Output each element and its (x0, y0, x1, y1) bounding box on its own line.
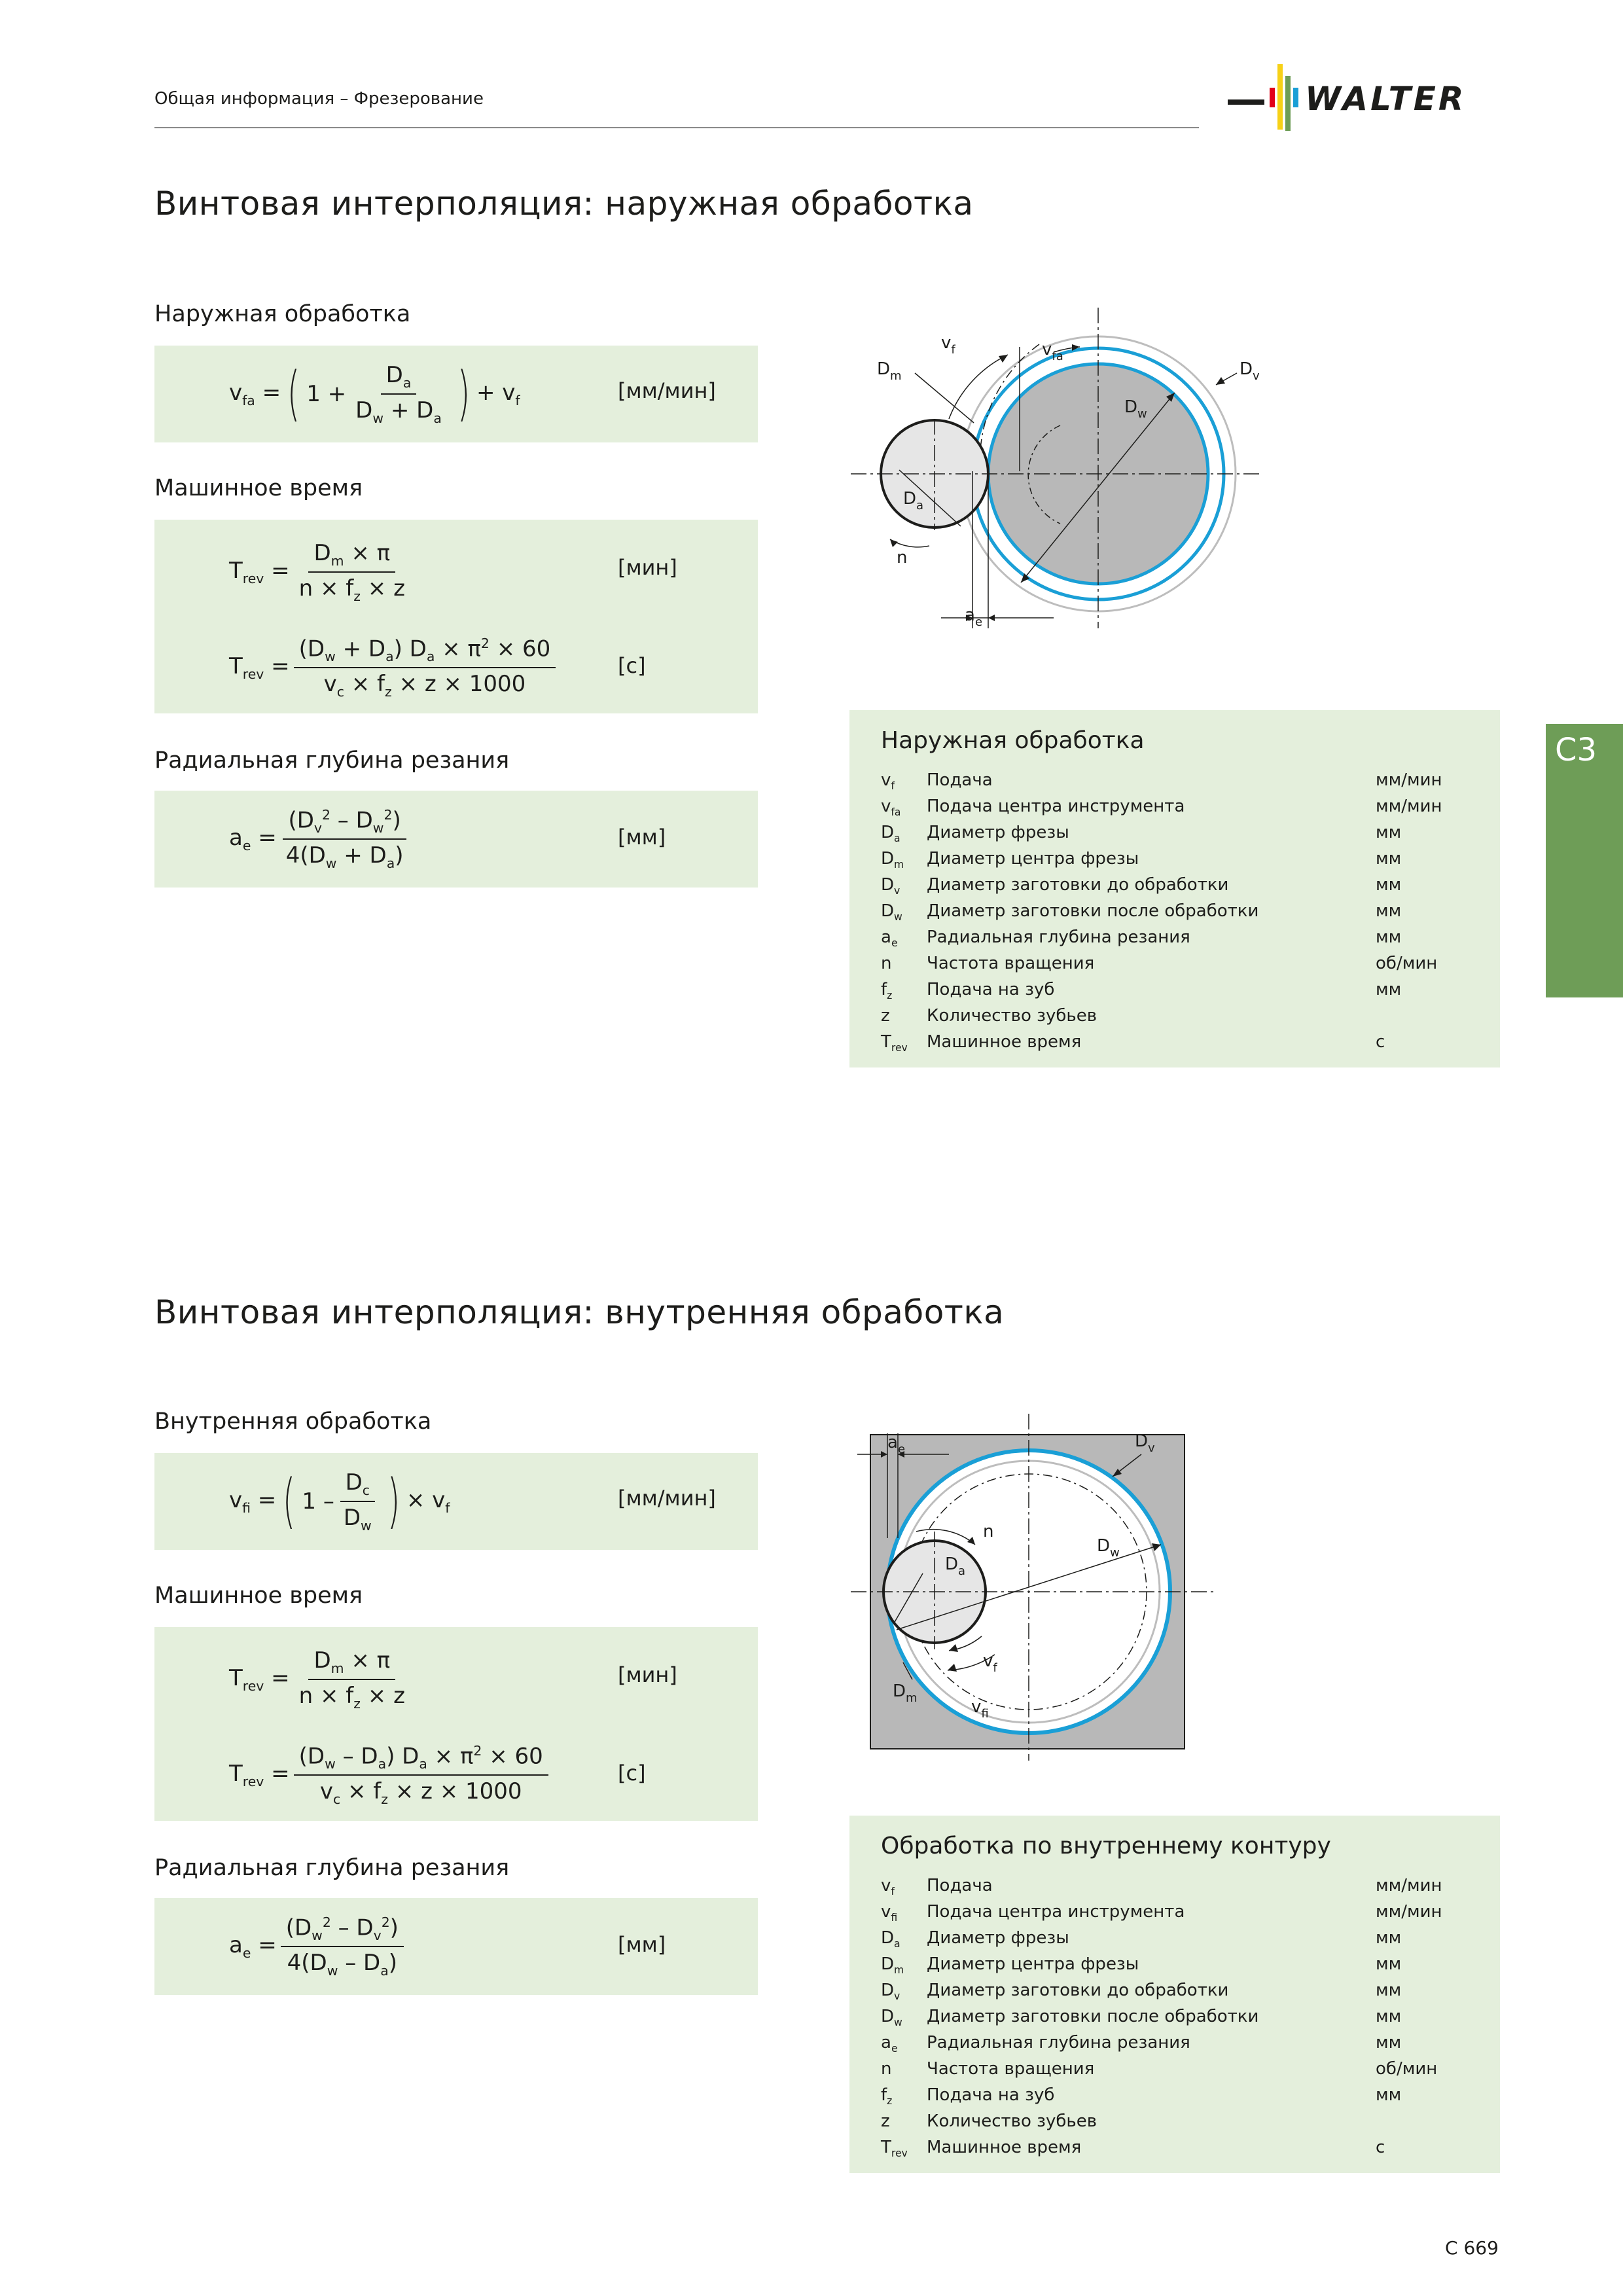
formula-trev-s: $T_{rev}$ = $\frac{(D_w + D_a) D_a \times \pi^2 \times 60}{v_c \times f_z \times z \times 1000}$ (229, 628, 560, 707)
legend-symbol (881, 980, 892, 1001)
legend-symbol-subscript: v (894, 885, 901, 897)
legend-description: Подача (927, 770, 993, 790)
legend-symbol-base: a (881, 2033, 891, 2053)
section1-time-heading: Машинное время (154, 475, 363, 501)
legend-symbol (881, 2059, 891, 2081)
legend-unit: об/мин (1376, 954, 1438, 973)
legend-symbol-subscript: z (887, 2095, 893, 2108)
label-n-2: n (983, 1522, 994, 1541)
walter-logo (1228, 63, 1503, 135)
legend-symbol (881, 2007, 902, 2028)
legend-symbol-base: D (881, 849, 895, 869)
unit-feed: [мм/мин] (618, 378, 716, 403)
legend-symbol-subscript: f (891, 1886, 895, 1898)
legend-symbol-base: z (881, 1006, 890, 1026)
section2-legend-row (881, 1902, 1470, 1927)
formula-box-time-internal (154, 1627, 758, 1821)
legend-unit: мм (1376, 927, 1402, 947)
page-header-text: Общая информация – Фрезерование (154, 89, 484, 109)
legend-unit: мм/мин (1376, 1876, 1442, 1895)
legend-external-title: Наружная обработка (881, 727, 1145, 754)
formula-vfa: $v_{fa}$ = ( 1 + $\frac{D_a}{D_w + D_a}$ ) + $v_f$ (229, 359, 520, 428)
legend-unit: мм/мин (1376, 797, 1442, 816)
section2-title: Винтовая интерполяция: внутренняя обработка (154, 1293, 1005, 1331)
external-machining-diagram (844, 308, 1276, 648)
label-vfa: $v_{fa}$ (1042, 340, 1063, 363)
section2-legend-row (881, 2138, 1470, 2162)
section2-depth-heading: Радиальная глубина резания (154, 1855, 510, 1881)
legend-symbol (881, 849, 904, 870)
legend-description: Диаметр фрезы (927, 1928, 1069, 1948)
legend-description: Частота вращения (927, 954, 1095, 973)
formula-box-depth-external (154, 791, 758, 888)
legend-symbol-subscript: rev (891, 1042, 908, 1054)
section2-legend-row (881, 2007, 1470, 2032)
legend-symbol-base: z (881, 2111, 890, 2131)
legend-symbol (881, 875, 900, 897)
label-dm: $D_m$ (877, 359, 902, 383)
section1-legend-row (881, 954, 1470, 978)
legend-symbol (881, 797, 901, 818)
legend-symbol-subscript: a (894, 1938, 901, 1950)
section1-legend-row (881, 770, 1470, 795)
legend-symbol-base: v (881, 797, 891, 816)
legend-unit: мм (1376, 875, 1402, 895)
legend-symbol (881, 2033, 898, 2054)
section2-legend-row (881, 2085, 1470, 2110)
section1-title: Винтовая интерполяция: наружная обработка (154, 185, 974, 223)
legend-symbol-base: n (881, 954, 892, 973)
section1-legend-row (881, 875, 1470, 900)
section2-legend-row (881, 1928, 1470, 1953)
unit-mm: [мм] (618, 825, 666, 850)
legend-unit: мм (1376, 1981, 1402, 2000)
legend-symbol-subscript: fi (891, 1912, 898, 1924)
unit-mm-2: [мм] (618, 1932, 666, 1957)
formula-ae-external: $a_e$ = $\frac{(D_v^2 - D_w^2)}{4(D_w + D_a)}$ (229, 791, 413, 888)
legend-symbol (881, 770, 895, 792)
legend-internal (849, 1816, 1500, 2173)
formula-trev-min-2: $T_{rev}$ = $\frac{D_m \times \pi}{n \times f_z \times z}$ (229, 1647, 405, 1712)
unit-feed-2: [мм/мин] (618, 1486, 716, 1511)
formula-ae-internal: $a_e$ = $\frac{(D_w^2 - D_v^2)}{4(D_w - D_a)}$ (229, 1898, 408, 1995)
section1-legend-row (881, 797, 1470, 821)
legend-unit: с (1376, 1032, 1385, 1052)
internal-machining-diagram (844, 1414, 1224, 1767)
legend-symbol-base: v (881, 1902, 891, 1922)
legend-symbol-base: D (881, 901, 895, 921)
section2-time-heading: Машинное время (154, 1583, 363, 1609)
legend-symbol (881, 1902, 897, 1924)
legend-symbol-base: n (881, 2059, 892, 2079)
label-vf: $v_f$ (941, 333, 955, 357)
legend-symbol-base: T (881, 1032, 891, 1052)
header-rule (154, 127, 1199, 128)
legend-symbol (881, 1981, 900, 2002)
chapter-tab-label: C3 (1555, 732, 1597, 768)
legend-symbol (881, 954, 891, 975)
legend-symbol-subscript: m (894, 859, 904, 871)
legend-unit: мм (1376, 2085, 1402, 2105)
legend-symbol-base: f (881, 2085, 887, 2105)
section1-legend-row (881, 849, 1470, 874)
legend-symbol (881, 1928, 901, 1950)
section1-legend-row (881, 927, 1470, 952)
legend-description: Диаметр заготовки до обработки (927, 1981, 1229, 2000)
section1-legend-row (881, 1006, 1470, 1031)
legend-description: Диаметр заготовки после обработки (927, 901, 1259, 921)
unit-min: [мин] (618, 555, 677, 580)
legend-symbol-base: D (881, 2007, 895, 2026)
legend-unit: мм (1376, 2033, 1402, 2053)
legend-description: Диаметр заготовки до обработки (927, 875, 1229, 895)
legend-symbol-base: v (881, 770, 891, 790)
label-da: $D_a$ (903, 489, 924, 512)
unit-s: [с] (618, 653, 646, 678)
label-da-2: $D_a$ (945, 1554, 966, 1578)
legend-description: Подача центра инструмента (927, 797, 1185, 816)
legend-symbol-subscript: f (891, 780, 895, 793)
legend-unit: мм (1376, 1928, 1402, 1948)
legend-description: Количество зубьев (927, 2111, 1097, 2131)
legend-symbol-subscript: rev (891, 2147, 908, 2160)
legend-internal-title: Обработка по внутреннему контуру (881, 1833, 1331, 1859)
legend-symbol-subscript: a (894, 833, 901, 845)
legend-description: Диаметр заготовки после обработки (927, 2007, 1259, 2026)
legend-unit: об/мин (1376, 2059, 1438, 2079)
legend-symbol-base: T (881, 2138, 891, 2157)
section2-legend-row (881, 1954, 1470, 1979)
legend-description: Радиальная глубина резания (927, 927, 1190, 947)
page-number: C 669 (1445, 2237, 1499, 2259)
section2-legend-row (881, 2059, 1470, 2084)
legend-symbol-subscript: e (891, 937, 898, 950)
section2-legend-row (881, 1876, 1470, 1901)
legend-description: Частота вращения (927, 2059, 1095, 2079)
label-ae-2: $a_e$ (887, 1433, 906, 1456)
unit-s-2: [с] (618, 1761, 646, 1785)
label-n: n (897, 548, 908, 567)
section1-legend-row (881, 1032, 1470, 1057)
legend-symbol (881, 823, 901, 844)
section2-legend-row (881, 1981, 1470, 2005)
legend-description: Диаметр фрезы (927, 823, 1069, 842)
legend-unit: мм (1376, 2007, 1402, 2026)
legend-unit: мм (1376, 1954, 1402, 1974)
label-vfi-2: $v_{fi}$ (971, 1697, 989, 1721)
section2-feed-heading: Внутренняя обработка (154, 1408, 432, 1435)
legend-unit: мм (1376, 980, 1402, 999)
legend-symbol-base: D (881, 823, 895, 842)
formula-trev-s-2: $T_{rev}$ = $\frac{(D_w - D_a) D_a \times \pi^2 \times 60}{v_c \times f_z \times z \times 1000}$ (229, 1736, 552, 1814)
legend-unit: мм/мин (1376, 1902, 1442, 1922)
legend-description: Диаметр центра фрезы (927, 1954, 1139, 1974)
legend-symbol-base: D (881, 1981, 895, 2000)
legend-symbol-base: v (881, 1876, 891, 1895)
legend-symbol-subscript: fa (891, 806, 901, 819)
legend-symbol (881, 1876, 895, 1897)
legend-symbol-base: D (881, 1928, 895, 1948)
legend-symbol (881, 1954, 904, 1976)
legend-symbol-subscript: e (891, 2043, 898, 2055)
legend-symbol (881, 2085, 892, 2107)
section1-legend-row (881, 823, 1470, 848)
section2-legend-row (881, 2111, 1470, 2136)
legend-symbol-base: D (881, 1954, 895, 1974)
label-dv: $D_v$ (1240, 359, 1260, 383)
legend-description: Количество зубьев (927, 1006, 1097, 1026)
legend-unit: с (1376, 2138, 1385, 2157)
legend-description: Радиальная глубина резания (927, 2033, 1190, 2053)
legend-symbol (881, 1032, 908, 1054)
formula-vfi: $v_{fi}$ = ( 1 – $\frac{D_c}{D_w}$ ) × $v_f$ (229, 1467, 450, 1535)
legend-description: Подача центра инструмента (927, 1902, 1185, 1922)
unit-min-2: [мин] (618, 1662, 677, 1687)
section1-feed-heading: Наружная обработка (154, 301, 411, 327)
legend-symbol-subscript: z (887, 990, 893, 1002)
legend-description: Машинное время (927, 2138, 1082, 2157)
formula-box-feed-internal (154, 1453, 758, 1550)
formula-trev-min: $T_{rev}$ = $\frac{D_m \times \pi}{n \times f_z \times z}$ (229, 540, 405, 604)
label-dw: $D_w$ (1124, 397, 1147, 421)
formula-box-depth-internal (154, 1898, 758, 1995)
legend-unit: мм (1376, 823, 1402, 842)
section1-legend-row (881, 901, 1470, 926)
svg-text:WALTER: WALTER (1305, 80, 1467, 118)
label-dv-2: $D_v$ (1135, 1431, 1155, 1455)
section1-legend-row (881, 980, 1470, 1005)
legend-symbol (881, 1006, 890, 1028)
legend-symbol-subscript: w (894, 2017, 902, 2029)
legend-description: Машинное время (927, 1032, 1082, 1052)
legend-symbol-base: f (881, 980, 887, 999)
legend-description: Диаметр центра фрезы (927, 849, 1139, 869)
formula-box-time-external (154, 520, 758, 713)
formula-box-feed-external (154, 346, 758, 442)
legend-symbol-base: a (881, 927, 891, 947)
label-ae: $a_e$ (965, 605, 983, 629)
label-dm-2: $D_m$ (893, 1681, 918, 1705)
section2-legend-row (881, 2033, 1470, 2058)
legend-symbol-subscript: w (894, 911, 902, 924)
legend-unit: мм (1376, 849, 1402, 869)
label-vf-2: $v_f$ (983, 1651, 997, 1675)
legend-symbol-base: D (881, 875, 895, 895)
section1-depth-heading: Радиальная глубина резания (154, 747, 510, 774)
legend-symbol-subscript: m (894, 1964, 904, 1977)
legend-symbol (881, 927, 898, 949)
legend-external (849, 710, 1500, 1067)
legend-unit: мм/мин (1376, 770, 1442, 790)
legend-symbol-subscript: v (894, 1990, 901, 2003)
legend-symbol (881, 2111, 890, 2133)
legend-symbol (881, 901, 902, 923)
legend-description: Подача на зуб (927, 980, 1055, 999)
legend-description: Подача на зуб (927, 2085, 1055, 2105)
legend-symbol (881, 2138, 908, 2159)
label-dw-2: $D_w$ (1097, 1536, 1120, 1560)
legend-unit: мм (1376, 901, 1402, 921)
legend-description: Подача (927, 1876, 993, 1895)
